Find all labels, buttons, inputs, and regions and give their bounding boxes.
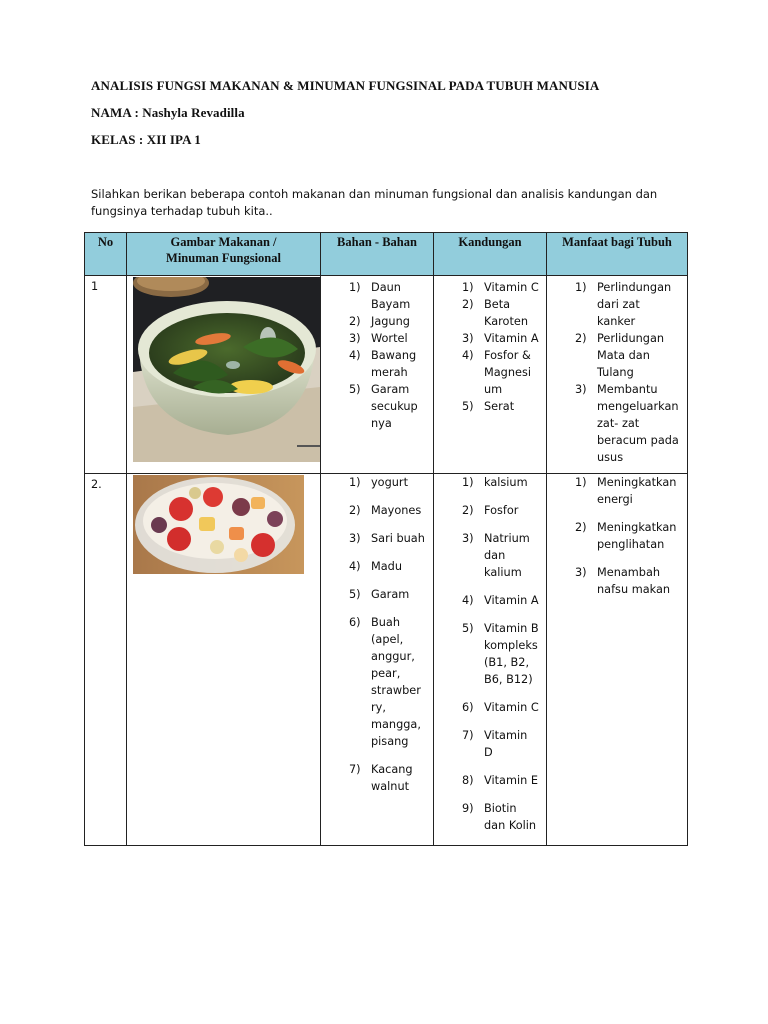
list-item [434,699,546,716]
item-number: 9) [462,802,474,815]
item-text: mangga, [371,718,421,731]
document-title: ANALISIS FUNGSI MAKANAN & MINUMAN FUNGSINAL PADA TUBUH MANUSIA [91,78,600,93]
item-text: Wortel [371,332,408,345]
item-text: pear, [371,667,401,680]
item-number: 3) [462,332,474,345]
item-text: Meningkatkan [597,476,677,489]
list-item [434,800,546,834]
list-item [321,530,433,547]
item-text: Serat [484,400,515,413]
item-number: 2) [349,504,361,517]
item-text: secukup [371,400,418,413]
item-text: anggur, [371,650,415,663]
row-benefits [547,276,688,474]
item-text: Perlindungan [597,281,672,294]
item-text: strawber [371,684,421,697]
item-text: dan Kolin [484,819,537,832]
item-number: 2) [575,332,587,345]
item-number: 7) [462,729,474,742]
item-text: Beta [484,298,511,311]
vegetable-soup-photo [133,277,320,462]
item-text: dan [484,549,506,562]
item-number: 2) [349,315,361,328]
header-image [127,233,321,276]
item-number: 2) [575,521,587,534]
item-text: Vitamin E [484,774,539,787]
list-item [547,519,687,553]
list-item [434,347,546,398]
list-item [434,502,546,519]
item-text: nafsu makan [597,583,671,596]
header-contents: Kandungan [434,233,547,276]
header-image-line-2: Minuman Fungsional [166,251,281,265]
student-name: NAMA : Nashyla Revadilla [91,105,245,120]
list-item [321,761,433,795]
item-number: 2) [462,298,474,311]
item-text: Garam [371,588,410,601]
list-item [434,592,546,609]
header-ingredients: Bahan - Bahan [321,233,434,276]
list-item [434,398,546,415]
item-number: 1) [349,476,361,489]
row-image-cell [127,276,321,474]
list-item [321,381,433,432]
list-item [547,279,687,330]
item-number: 5) [349,383,361,396]
item-text: Perlidungan [597,332,665,345]
item-text: um [484,383,503,396]
item-text: Membantu [597,383,658,396]
item-text: zat- zat [597,417,640,430]
item-text: Vitamin C [484,281,539,294]
item-text: kalsium [484,476,528,489]
item-text: (apel, [371,633,404,646]
item-text: mengeluarkan [597,400,679,413]
item-text: D [484,746,493,759]
item-text: Vitamin [484,729,528,742]
item-number: 3) [575,383,587,396]
item-text: merah [371,366,408,379]
item-text: Garam [371,383,410,396]
list-item [321,614,433,750]
item-text: Vitamin A [484,332,539,345]
item-text: Sari buah [371,532,425,545]
table-row [85,474,688,846]
item-text: Vitamin B [484,622,539,635]
item-text: energi [597,493,633,506]
list-item [321,347,433,381]
list-item [434,620,546,688]
item-text: Menambah [597,566,661,579]
item-number: 4) [349,560,361,573]
list-item [434,727,546,761]
item-number: 3) [349,332,361,345]
item-text: kalium [484,566,522,579]
item-text: beracum pada [597,434,679,447]
list-item [547,330,687,381]
item-text: Vitamin A [484,594,539,607]
item-text: Buah [371,616,400,629]
item-text: Madu [371,560,403,573]
item-number: 4) [349,349,361,362]
row-ingredients [321,474,434,846]
item-text: Daun [371,281,401,294]
list-item [547,381,687,466]
item-text: Fosfor & [484,349,531,362]
item-number: 6) [349,616,361,629]
item-number: 3) [349,532,361,545]
item-text: Tulang [597,366,634,379]
item-text: Magnesi [484,366,531,379]
item-number: 4) [462,594,474,607]
item-text: ry, [371,701,386,714]
instructions-line-2: fungsinya terhadap tubuh kita.. [91,204,273,218]
item-text: dari zat [597,298,640,311]
list-item [434,474,546,491]
item-number: 5) [462,622,474,635]
analysis-table [84,232,688,846]
item-number: 2) [462,504,474,517]
instructions [91,186,691,220]
item-number: 8) [462,774,474,787]
student-class: KELAS : XII IPA 1 [91,132,201,147]
item-text: Bayam [371,298,411,311]
item-number: 3) [462,532,474,545]
list-item [434,330,546,347]
item-text: Meningkatkan [597,521,677,534]
item-number: 1) [462,476,474,489]
header-image-line-1: Gambar Makanan / [170,235,277,249]
list-item [434,296,546,330]
item-number: 6) [462,701,474,714]
item-number: 5) [462,400,474,413]
item-number: 1) [462,281,474,294]
row-image-cell [127,474,321,846]
item-text: kompleks [484,639,538,652]
row-number: 2. [85,474,127,846]
list-item [321,586,433,603]
row-number: 1 [85,276,127,474]
item-number: 7) [349,763,361,776]
header-benefits: Manfaat bagi Tubuh [547,233,688,276]
fruit-salad-photo [133,475,304,574]
item-text: Kacang [371,763,413,776]
item-text: B6, B12) [484,673,533,686]
item-text: Jagung [371,315,410,328]
list-item [434,530,546,581]
header-no: No [85,233,127,276]
item-text: yogurt [371,476,409,489]
item-number: 1) [575,476,587,489]
item-text: Bawang [371,349,417,362]
item-text: walnut [371,780,410,793]
item-number: 4) [462,349,474,362]
list-item [547,474,687,508]
row-ingredients [321,276,434,474]
row-contents [434,276,547,474]
item-text: Mata dan [597,349,650,362]
row-benefits [547,474,688,846]
item-text: penglihatan [597,538,665,551]
list-item [321,279,433,313]
item-text: Mayones [371,504,422,517]
item-text: Natrium [484,532,530,545]
list-item [434,772,546,789]
item-number: 1) [575,281,587,294]
item-text: pisang [371,735,409,748]
item-text: nya [371,417,392,430]
list-item [321,313,433,330]
list-item [321,558,433,575]
list-item [321,330,433,347]
item-text: usus [597,451,624,464]
instructions-line-1: Silahkan berikan beberapa contoh makanan dan minuman fungsional dan analisis kandungan dan [91,187,658,201]
item-text: Biotin [484,802,517,815]
list-item [321,502,433,519]
item-text: Fosfor [484,504,519,517]
item-text: (B1, B2, [484,656,530,669]
list-item [321,474,433,491]
item-number: 1) [349,281,361,294]
list-item [547,564,687,598]
table-header-row [85,233,688,276]
item-text: Vitamin C [484,701,539,714]
item-text: kanker [597,315,636,328]
row-contents [434,474,547,846]
table-row [85,276,688,474]
list-item [434,279,546,296]
item-number: 5) [349,588,361,601]
item-number: 3) [575,566,587,579]
item-text: Karoten [484,315,528,328]
